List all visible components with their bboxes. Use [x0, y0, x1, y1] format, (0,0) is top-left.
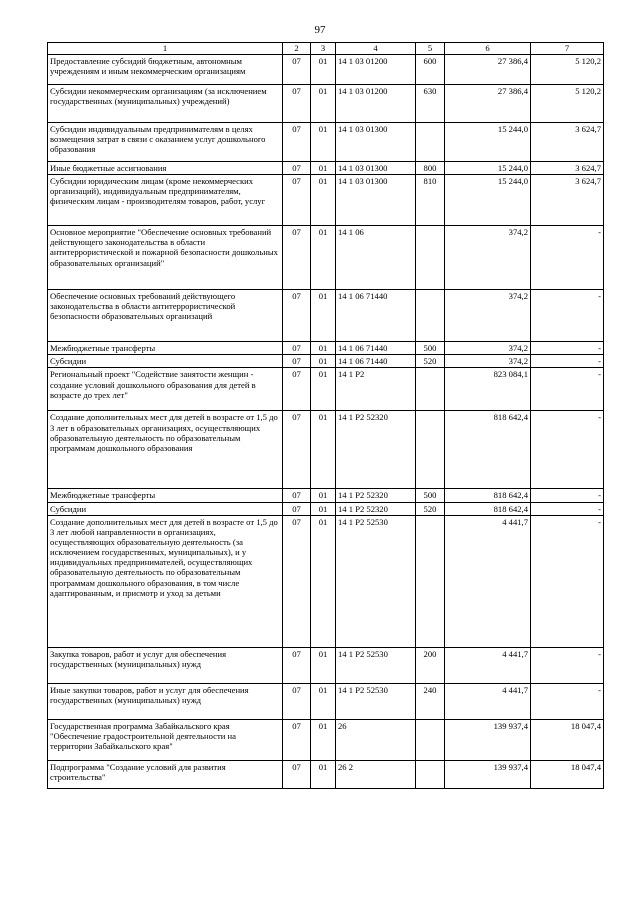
row-expense-type: 200: [416, 647, 445, 683]
row-subsection: 01: [311, 647, 336, 683]
row-section: 07: [283, 647, 311, 683]
row-subsection: 01: [311, 515, 336, 647]
table-row: [48, 290, 604, 342]
row-name: Иные бюджетные ассигнования: [48, 162, 283, 175]
row-name: Региональный проект "Содействие занятости женщин - создание условий дошкольного образования для детей в возрасте до трех лет": [48, 368, 283, 411]
row-amount-1: 374,2: [445, 342, 531, 355]
header-col-6: 6: [445, 43, 531, 55]
row-expense-type: 810: [416, 175, 445, 226]
row-name: Межбюджетные трансферты: [48, 342, 283, 355]
row-amount-2: 18 047,4: [531, 719, 604, 760]
row-amount-1: 818 642,4: [445, 502, 531, 515]
row-target-code: 14 1 P2 52320: [336, 502, 416, 515]
row-section: 07: [283, 85, 311, 123]
row-amount-2: -: [531, 342, 604, 355]
row-target-code: 26: [336, 719, 416, 760]
row-section: 07: [283, 123, 311, 162]
row-amount-2: -: [531, 290, 604, 342]
row-expense-type: [416, 123, 445, 162]
header-col-4: 4: [336, 43, 416, 55]
row-subsection: 01: [311, 85, 336, 123]
table-row: [48, 760, 604, 788]
row-expense-type: [416, 515, 445, 647]
row-section: 07: [283, 515, 311, 647]
header-col-2: 2: [283, 43, 311, 55]
table-row: [48, 226, 604, 290]
row-amount-1: 4 441,7: [445, 515, 531, 647]
table-row: [48, 342, 604, 355]
row-section: 07: [283, 162, 311, 175]
row-target-code: 14 1 03 01200: [336, 85, 416, 123]
row-expense-type: 520: [416, 355, 445, 368]
header-col-3: 3: [311, 43, 336, 55]
table-row: [48, 162, 604, 175]
table-row: [48, 175, 604, 226]
row-expense-type: [416, 368, 445, 411]
row-amount-1: 823 084,1: [445, 368, 531, 411]
row-amount-1: 139 937,4: [445, 719, 531, 760]
row-name: Субсидии юридическим лицам (кроме некоммерческих организаций), индивидуальным предпринимателям, физическим лицам - производителям товаров, работ, услуг: [48, 175, 283, 226]
row-expense-type: [416, 226, 445, 290]
row-target-code: 14 1 P2 52530: [336, 515, 416, 647]
header-col-5: 5: [416, 43, 445, 55]
row-expense-type: 500: [416, 342, 445, 355]
row-amount-1: 15 244,0: [445, 162, 531, 175]
table-row: [48, 55, 604, 85]
row-amount-2: -: [531, 502, 604, 515]
row-amount-1: 15 244,0: [445, 175, 531, 226]
row-target-code: 14 1 06 71440: [336, 290, 416, 342]
row-name: Подпрограмма "Создание условий для развития строительства": [48, 760, 283, 788]
row-name: Иные закупки товаров, работ и услуг для обеспечения государственных (муниципальных) нужд: [48, 683, 283, 719]
table-row: [48, 368, 604, 411]
row-target-code: 14 1 P2: [336, 368, 416, 411]
row-name: Закупка товаров, работ и услуг для обеспечения государственных (муниципальных) нужд: [48, 647, 283, 683]
row-target-code: 14 1 06 71440: [336, 342, 416, 355]
row-expense-type: 600: [416, 55, 445, 85]
row-expense-type: 240: [416, 683, 445, 719]
row-subsection: 01: [311, 123, 336, 162]
row-name: Создание дополнительных мест для детей в возрасте от 1,5 до 3 лет любой направленности в организациях, осуществляющих образовательную деятельность (за исключением государственных, муниципальных), и у индивидуальных предпринимателей, осуществляющих образовательную деятельность по образовательным программам дошкольного образования, в том числе адаптированным, и присмотр и уход за детьми: [48, 515, 283, 647]
row-name: Субсидии: [48, 355, 283, 368]
row-name: Предоставление субсидий бюджетным, автономным учреждениям и иным некоммерческим организациям: [48, 55, 283, 85]
table-row: [48, 647, 604, 683]
row-amount-1: 374,2: [445, 355, 531, 368]
row-section: 07: [283, 683, 311, 719]
row-target-code: 14 1 06 71440: [336, 355, 416, 368]
row-name: Обеспечение основных требований действующего законодательства в области антитеррористической безопасности образовательных организаций: [48, 290, 283, 342]
table-row: [48, 683, 604, 719]
row-name: Государственная программа Забайкальского края "Обеспечение градостроительной деятельности на территории Забайкальского края": [48, 719, 283, 760]
row-name: Создание дополнительных мест для детей в возрасте от 1,5 до 3 лет в образовательных организациях, осуществляющих образовательную деятельность по образовательным программам дошкольного образования: [48, 411, 283, 489]
row-expense-type: [416, 411, 445, 489]
row-subsection: 01: [311, 162, 336, 175]
row-amount-1: 374,2: [445, 226, 531, 290]
row-amount-2: 3 624,7: [531, 175, 604, 226]
row-amount-1: 15 244,0: [445, 123, 531, 162]
row-target-code: 26 2: [336, 760, 416, 788]
row-amount-1: 139 937,4: [445, 760, 531, 788]
row-name: Субсидии некоммерческим организациям (за исключением государственных (муниципальных) учреждений): [48, 85, 283, 123]
row-expense-type: [416, 719, 445, 760]
row-amount-2: 5 120,2: [531, 55, 604, 85]
table-row: [48, 123, 604, 162]
row-amount-2: 3 624,7: [531, 123, 604, 162]
row-subsection: 01: [311, 719, 336, 760]
row-section: 07: [283, 502, 311, 515]
row-section: 07: [283, 355, 311, 368]
row-subsection: 01: [311, 368, 336, 411]
row-section: 07: [283, 55, 311, 85]
row-target-code: 14 1 03 01300: [336, 123, 416, 162]
table-row: [48, 502, 604, 515]
row-section: 07: [283, 368, 311, 411]
row-subsection: 01: [311, 411, 336, 489]
row-target-code: 14 1 03 01300: [336, 162, 416, 175]
row-expense-type: 520: [416, 502, 445, 515]
row-subsection: 01: [311, 55, 336, 85]
row-target-code: 14 1 03 01300: [336, 175, 416, 226]
row-target-code: 14 1 P2 52530: [336, 647, 416, 683]
row-subsection: 01: [311, 355, 336, 368]
row-target-code: 14 1 P2 52530: [336, 683, 416, 719]
row-amount-1: 818 642,4: [445, 489, 531, 502]
row-subsection: 01: [311, 683, 336, 719]
row-name: Субсидии: [48, 502, 283, 515]
header-col-7: 7: [531, 43, 604, 55]
row-amount-1: 27 386,4: [445, 55, 531, 85]
row-section: 07: [283, 290, 311, 342]
row-expense-type: 500: [416, 489, 445, 502]
row-amount-2: -: [531, 489, 604, 502]
row-amount-2: 5 120,2: [531, 85, 604, 123]
row-amount-2: -: [531, 647, 604, 683]
row-subsection: 01: [311, 760, 336, 788]
row-subsection: 01: [311, 342, 336, 355]
row-name: Основное мероприятие "Обеспечение основных требований действующего законодательства в области антитеррористической и пожарной безопасности дошкольных образовательных организаций": [48, 226, 283, 290]
row-amount-1: 374,2: [445, 290, 531, 342]
row-amount-2: 3 624,7: [531, 162, 604, 175]
row-amount-1: 27 386,4: [445, 85, 531, 123]
row-amount-2: 18 047,4: [531, 760, 604, 788]
row-amount-2: -: [531, 683, 604, 719]
row-target-code: 14 1 06: [336, 226, 416, 290]
row-section: 07: [283, 411, 311, 489]
row-name: Субсидии индивидуальным предпринимателям в целях возмещения затрат в связи с оказанием услуг дошкольного образования: [48, 123, 283, 162]
row-target-code: 14 1 P2 52320: [336, 489, 416, 502]
table-row: [48, 355, 604, 368]
table-row: [48, 719, 604, 760]
row-amount-2: -: [531, 355, 604, 368]
page-number: 97: [314, 24, 326, 36]
row-section: 07: [283, 226, 311, 290]
row-amount-2: -: [531, 411, 604, 489]
table-row: [48, 411, 604, 489]
table-row: [48, 85, 604, 123]
row-section: 07: [283, 719, 311, 760]
header-row: [48, 43, 604, 55]
row-section: 07: [283, 342, 311, 355]
row-amount-1: 818 642,4: [445, 411, 531, 489]
row-expense-type: 800: [416, 162, 445, 175]
row-section: 07: [283, 175, 311, 226]
row-expense-type: [416, 290, 445, 342]
row-target-code: 14 1 03 01200: [336, 55, 416, 85]
row-subsection: 01: [311, 226, 336, 290]
row-amount-2: -: [531, 226, 604, 290]
header-col-1: 1: [48, 43, 283, 55]
table-row: [48, 489, 604, 502]
row-subsection: 01: [311, 489, 336, 502]
row-expense-type: 630: [416, 85, 445, 123]
row-amount-2: -: [531, 368, 604, 411]
row-name: Межбюджетные трансферты: [48, 489, 283, 502]
row-section: 07: [283, 489, 311, 502]
row-subsection: 01: [311, 175, 336, 226]
budget-table: [47, 42, 604, 789]
row-subsection: 01: [311, 502, 336, 515]
row-amount-1: 4 441,7: [445, 647, 531, 683]
row-target-code: 14 1 P2 52320: [336, 411, 416, 489]
row-amount-1: 4 441,7: [445, 683, 531, 719]
row-amount-2: -: [531, 515, 604, 647]
row-subsection: 01: [311, 290, 336, 342]
table-row: [48, 515, 604, 647]
row-section: 07: [283, 760, 311, 788]
row-expense-type: [416, 760, 445, 788]
